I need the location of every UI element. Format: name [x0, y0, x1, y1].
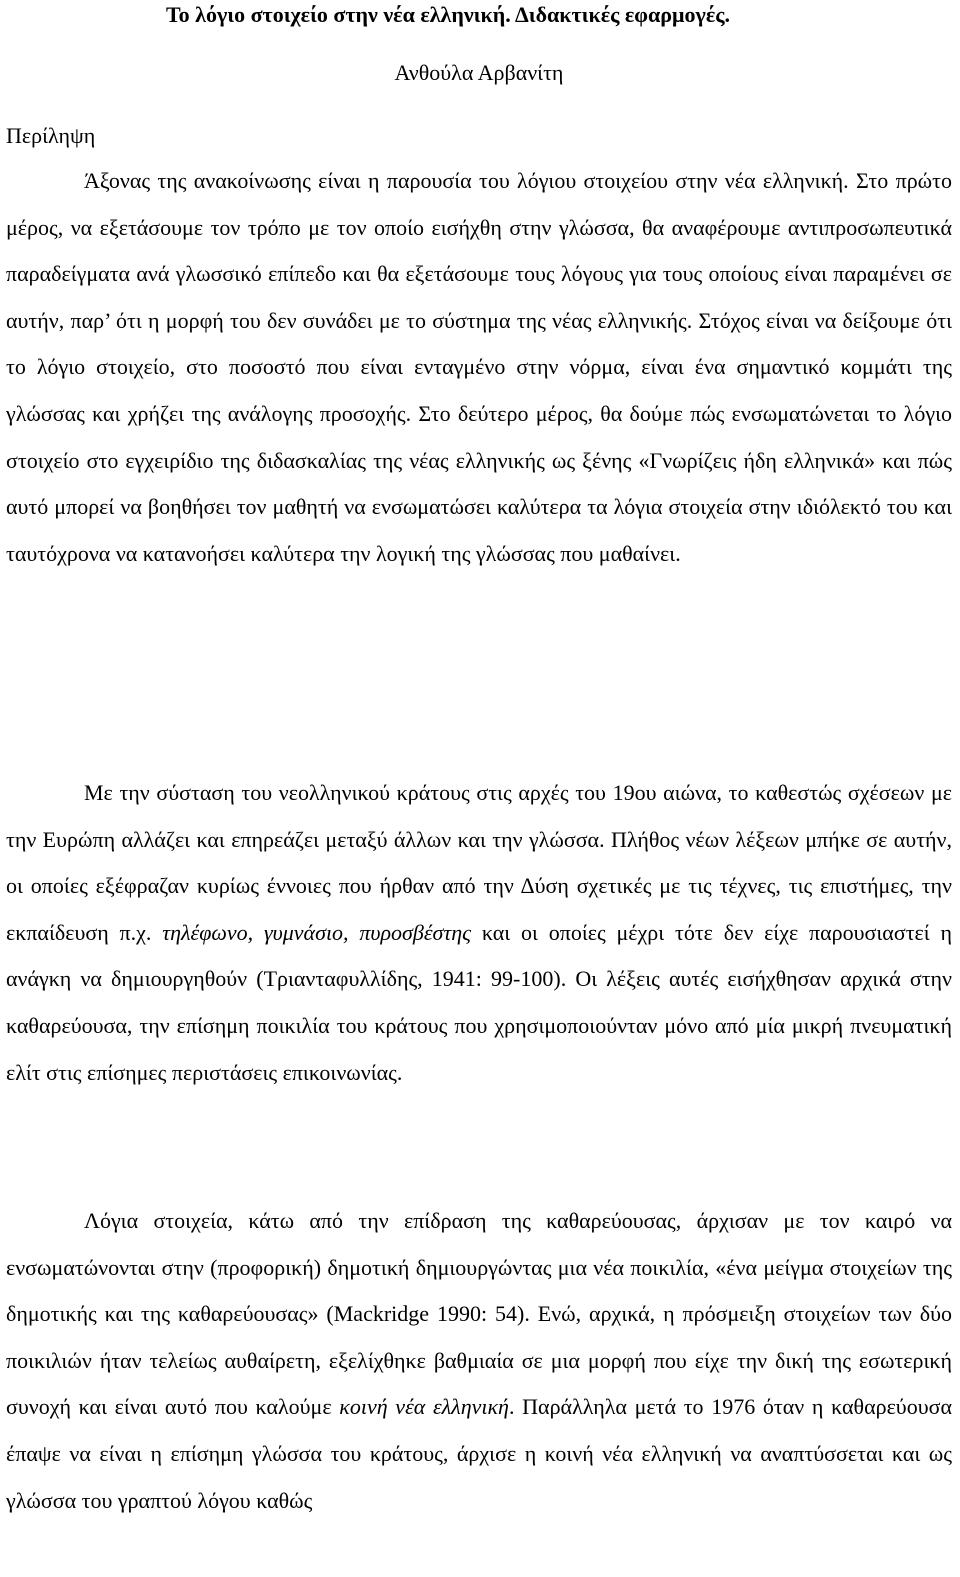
- abstract-heading: Περίληψη: [6, 123, 96, 148]
- author-name: Ανθούλα Αρβανίτη: [394, 60, 564, 85]
- abstract-paragraph: Άξονας της ανακοίνωσης είναι η παρουσία του λόγιου στοιχείου στην νέα ελληνική. Στο πρώτο μέρος, να εξετάσουμε τον τρόπο με τον οποίο εισήχθη στην γλώσσα, θα αναφέρουμε αντιπροσωπευτικά παραδείγματα ανά γλωσσικό επίπεδο και θα εξετάσουμε τους λόγους για τους οποίους είναι παραμένει σε αυτήν, παρ’ ότι η μορφή του δεν συνάδει με το σύστημα της νέας ελληνικής. Στόχος είναι να δείξουμε ότι το λόγιο στοιχείο, στο ποσοστό που είναι ενταγμένο στην νόρμα, είναι ένα σημαντικό κομμάτι της γλώσσας και χρήζει της ανάλογης προσοχής. Στο δεύτερο μέρος, θα δούμε πώς ενσωματώνεται το λόγιο στοιχείο στο εγχειρίδιο της διδασκαλίας της νέας ελληνικής ως ξένης «Γνωρίζεις ήδη ελληνικά» και πώς αυτό μπορεί να βοηθήσει τον μαθητή να ενσωματώσει καλύτερα τα λόγια στοιχεία στην ιδιόλεκτό του και ταυτόχρονα να κατανοήσει καλύτερα την λογική της γλώσσας που μαθαίνει.: [6, 168, 952, 566]
- paragraph-text: . Παράλληλα μετά το 1976 όταν η καθαρεύουσα έπαψε να είναι η επίσημη γλώσσα του κράτους, άρχισε η κοινή νέα ελληνική να αναπτύσσεται και ως γλώσσα του γραπτού λόγου καθώς: [6, 1394, 952, 1513]
- document-title: Το λόγιο στοιχείο στην νέα ελληνική. Διδακτικές εφαρμογές.: [166, 2, 730, 27]
- body-paragraph-2: [6, 1198, 952, 1524]
- italic-term: κοινή νέα ελληνική: [339, 1394, 509, 1420]
- paragraph-text: Με την σύσταση του νεολληνικού κράτους στις αρχές του 19ου αιώνα, το καθεστώς σχέσεων με την Ευρώπη αλλάζει και επηρεάζει μεταξύ άλλων και την γλώσσα. Πλήθος νέων λέξεων μπήκε σε αυτήν, οι οποίες εξέφραζαν κυρίως έννοιες που ήρθαν από την Δύση σχετικές με τις τέχνες, τις επιστήμες, την εκπαίδευση π.χ.: [6, 780, 952, 945]
- paragraph-text: Λόγια στοιχεία, κάτω από την επίδραση της καθαρεύουσας, άρχισαν με τον καιρό να ενσωματώνονται στην (προφορική) δημοτική δημιουργώντας μια νέα ποικιλία, «ένα μείγμα στοιχείων της δημοτικής και της καθαρεύουσας» (Mackridge 1990: 54). Ενώ, αρχικά, η πρόσμειξη στοιχείων των δύο ποικιλιών ήταν τελείως αυθαίρετη, εξελίχθηκε βαθμιαία σε μια μορφή που είχε την δική της εσωτερική συνοχή και είναι αυτό που καλούμε: [6, 1208, 952, 1420]
- paragraph-text: και οι οποίες μέχρι τότε δεν είχε παρουσιαστεί η ανάγκη να δημιουργηθούν (Τριανταφυλλίδης, 1941: 99-100). Οι λέξεις αυτές εισήχθησαν αρχικά στην καθαρεύουσα, την επίσημη ποικιλία του κράτους που χρησιμοποιούνταν μόνο από μία μικρή πνευματική ελίτ στις επίσημες περιστάσεις επικοινωνίας.: [6, 919, 952, 1085]
- body-paragraph-1: [6, 770, 952, 1096]
- italic-examples: τηλέφωνο, γυμνάσιο, πυροσβέστης: [162, 919, 472, 945]
